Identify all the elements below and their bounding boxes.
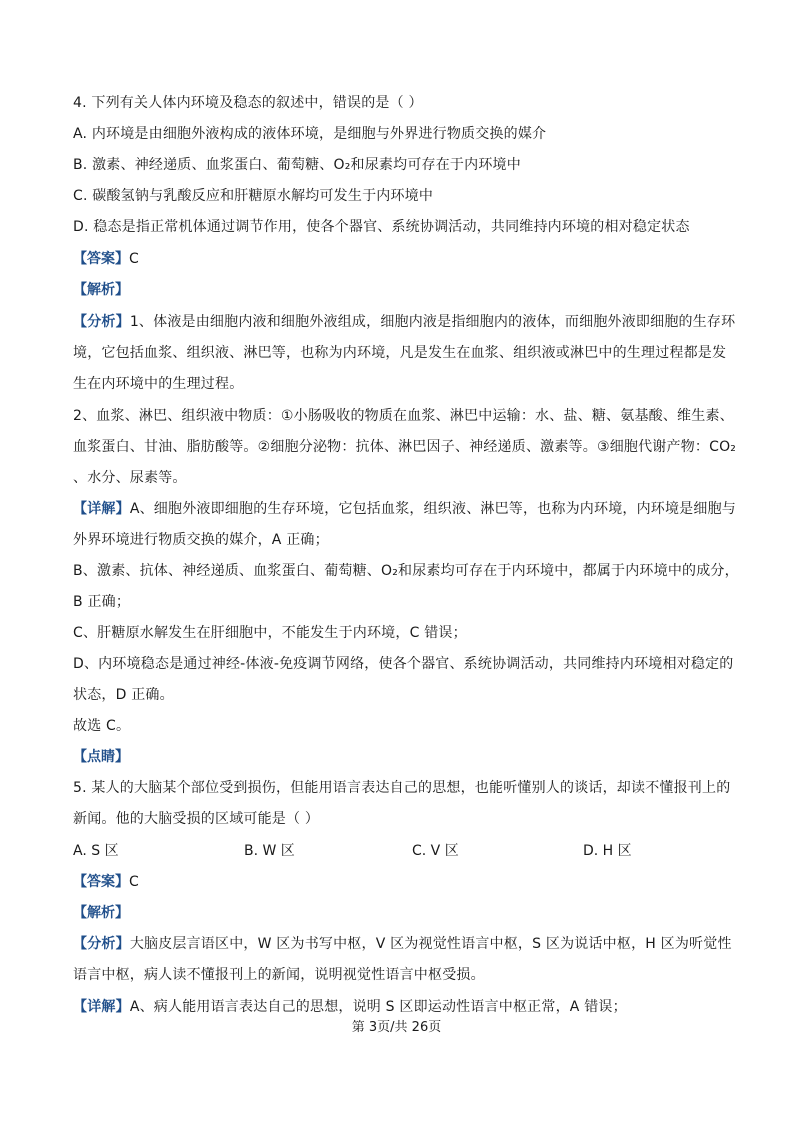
question-4-xiangjie-line-2: 外界环境进行物质交换的媒介，A 正确； [73, 532, 329, 548]
question-4-fenxi-line-5: 血浆蛋白、甘油、脂肪酸等。②细胞分泌物：抗体、淋巴因子、神经递质、激素等。③细胞代谢产物：CO₂ [73, 439, 737, 455]
question-4-xiangjie-line-3: B、激素、抗体、神经递质、血浆蛋白、葡萄糖、O₂和尿素均可存在于内环境中，都属于内环境中的成分， [73, 563, 739, 579]
question-4-fenxi-line-3: 生在内环境中的生理过程。 [73, 376, 244, 392]
question-4-fenxi-line-1 [73, 313, 735, 331]
fenxi-label: 【分析】 [73, 936, 130, 952]
page-footer: 第 3页/共 26页 [351, 1020, 442, 1035]
question-4-xiangjie-line-1 [73, 500, 736, 518]
xiangjie-text: A、病人能用语言表达自己的思想，说明 S 区即运动性语言中枢正常，A 错误； [129, 999, 627, 1015]
question-5-stem-line-2: 新闻。他的大脑受损的区域可能是（ ） [73, 811, 320, 827]
question-5-answer [73, 873, 139, 891]
question-4-stem: 4. 下列有关人体内环境及稳态的叙述中，错误的是（ ） [73, 95, 423, 111]
question-4-xiangjie-line-8: 故选 C。 [73, 718, 131, 734]
question-4-fenxi-line-2: 境，它包括血浆、组织液、淋巴等，也称为内环境，凡是发生在血浆、组织液或淋巴中的生理过程都是发 [73, 345, 727, 361]
question-5-option-d: D. H 区 [583, 843, 632, 859]
question-4-option-c: C. 碳酸氢钠与乳酸反应和肝糖原水解均可发生于内环境中 [73, 188, 434, 204]
question-4-xiangjie-line-6: D、内环境稳态是通过神经-体液-免疫调节网络，使各个器官、系统协调活动，共同维持内环境相对稳定的 [73, 656, 734, 672]
question-5-analysis-label: 【解析】 [73, 905, 129, 921]
question-4-analysis-label: 【解析】 [73, 282, 129, 298]
xiangjie-label: 【详解】 [73, 501, 130, 517]
question-5-option-a: A. S 区 [73, 843, 119, 859]
xiangjie-label: 【详解】 [73, 999, 130, 1015]
question-4-option-b: B. 激素、神经递质、血浆蛋白、葡萄糖、O₂和尿素均可存在于内环境中 [73, 157, 521, 173]
answer-value: C [129, 251, 139, 267]
question-4-xiangjie-line-4: B 正确； [73, 594, 131, 610]
question-4-option-a: A. 内环境是由细胞外液构成的液体环境，是细胞与外界进行物质交换的媒介 [73, 126, 547, 142]
answer-label: 【答案】 [73, 874, 129, 890]
question-4-xiangjie-line-5: C、肝糖原水解发生在肝细胞中，不能发生于内环境，C 错误； [73, 625, 467, 641]
question-4-option-d: D. 稳态是指正常机体通过调节作用，使各个器官、系统协调活动，共同维持内环境的相对稳定状态 [73, 219, 690, 235]
question-4-fenxi-line-4: 2、血浆、淋巴、组织液中物质：①小肠吸收的物质在血浆、淋巴中运输：水、盐、糖、氨基酸、维生素、 [73, 408, 734, 424]
question-5-option-b: B. W 区 [244, 843, 295, 859]
answer-label: 【答案】 [73, 251, 129, 267]
question-4-dianjing-label: 【点睛】 [73, 749, 129, 765]
answer-value: C [129, 874, 139, 890]
question-5-xiangjie-line-1 [73, 998, 627, 1016]
question-4-fenxi-line-6: 、水分、尿素等。 [73, 470, 187, 486]
fenxi-text: 大脑皮层言语区中，W 区为书写中枢，V 区为视觉性语言中枢，S 区为说话中枢，H 区为听觉性 [129, 936, 732, 952]
question-5-stem-line-1: 5. 某人的大脑某个部位受到损伤，但能用语言表达自己的思想，也能听懂别人的谈话，却读不懂报刊上的 [73, 780, 731, 796]
question-4-answer [73, 250, 139, 268]
xiangjie-text: A、细胞外液即细胞的生存环境，它包括血浆，组织液、淋巴等，也称为内环境，内环境是细胞与 [129, 501, 736, 517]
question-5-fenxi-line-2: 语言中枢，病人读不懂报刊上的新闻，说明视觉性语言中枢受损。 [73, 967, 485, 983]
question-5-option-c: C. V 区 [412, 843, 459, 859]
fenxi-text: 1、体液是由细胞内液和细胞外液组成，细胞内液是指细胞内的液体，而细胞外液即细胞的生存环 [129, 314, 736, 330]
question-5-fenxi-line-1 [73, 935, 732, 953]
fenxi-label: 【分析】 [73, 314, 130, 330]
question-4-xiangjie-line-7: 状态，D 正确。 [73, 687, 174, 703]
